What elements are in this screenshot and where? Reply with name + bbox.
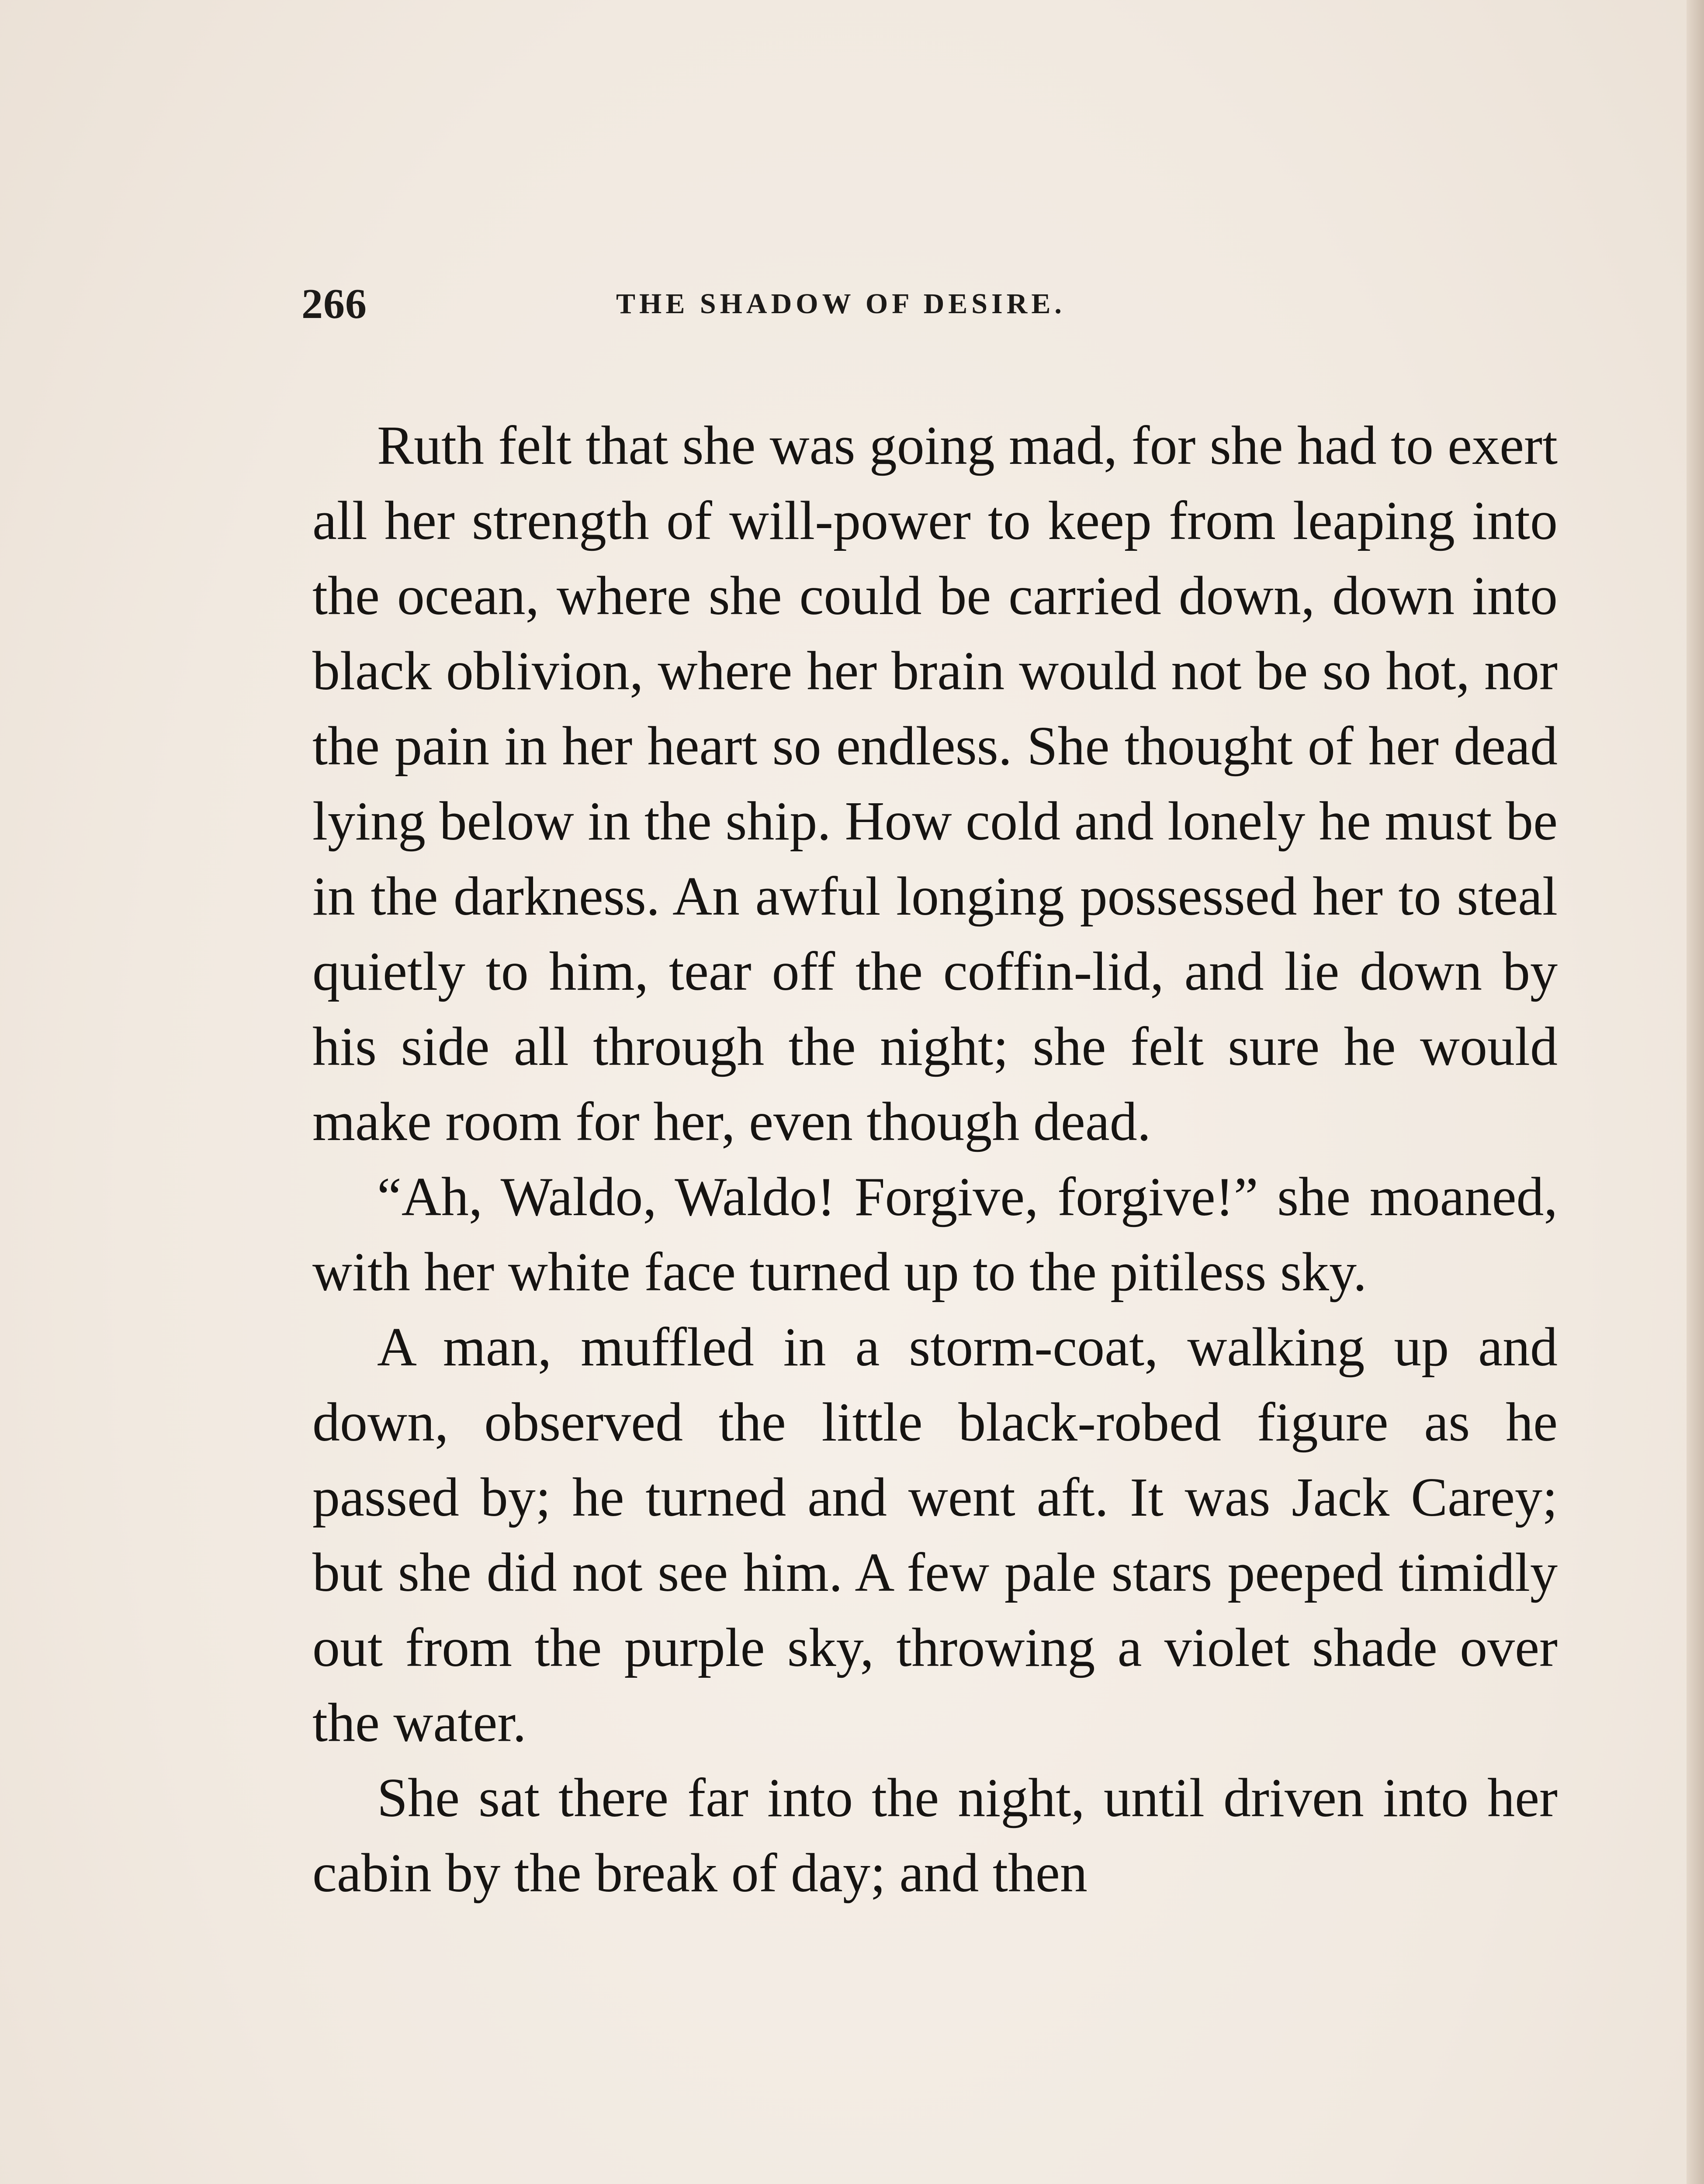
page-edge [1687,0,1704,2184]
paragraph-4: She sat there far into the night, until driven into her cabin by the break of day; and then [312,1768,1558,1904]
running-header [301,271,1280,341]
paragraph-2: “Ah, Waldo, Waldo! Forgive, forgive!” she moaned, with her white face turned up to the pitiless sky. [312,1167,1558,1303]
page-number: 266 [301,280,367,328]
running-title: THE SHADOW OF DESIRE. [616,288,1066,320]
paragraph-3: A man, muffled in a storm-coat, walking up and down, observed the little black-robed figure as he passed by; he turned and went aft. It was Jack Carey; but she did not see him. A few pale stars peeped timidly out from the purple sky, throwing a violet shade over the water. [312,1317,1558,1753]
paragraph-1: Ruth felt that she was going mad, for she had to exert all her strength of will-power to keep from leaping into the ocean, where she could be carried down, down into black oblivion, where her brain would not be so hot, nor the pain in her heart so endless. She thought of her dead lying below in the ship. How cold and lonely he must be in the darkness. An awful longing possessed her to steal quietly to him, tear off the coffin-lid, and lie down by his side all through the night; she felt sure he would make room for her, even though dead. [312,415,1558,1152]
body-text [312,408,1558,1911]
